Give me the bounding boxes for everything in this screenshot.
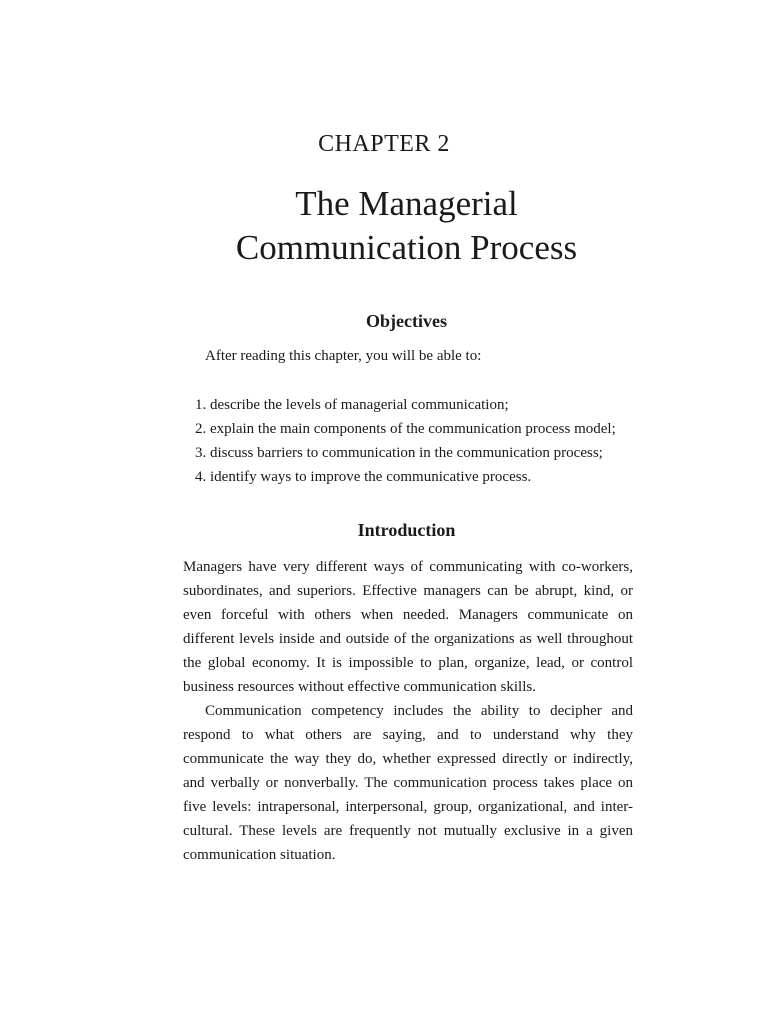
objective-item: 2. explain the main components of the communication process model; — [195, 421, 616, 437]
objective-item: 4. identify ways to improve the communicative process. — [195, 469, 532, 485]
objective-item: 3. discuss barriers to communication in the communication process; — [195, 445, 603, 461]
objective-item: 1. describe the levels of managerial communication; — [195, 397, 509, 413]
objectives-list — [195, 393, 616, 489]
objectives-heading: Objectives — [366, 311, 447, 331]
introduction-body — [183, 555, 633, 867]
objectives-lead-in: After reading this chapter, you will be able to: — [205, 348, 482, 364]
introduction-heading: Introduction — [357, 520, 456, 540]
introduction-paragraph-2: Communication competency includes the ability to decipher and respond to what others are saying, and to understand why they communicate the way they do, whether expressed directly or indirectly, and verbally or nonverbally. The communication process takes place on five levels: intrapersonal, interpersonal, group, organizational, and inter-cultural. These levels are frequently not mutually exclusive in a given communication situation. — [183, 703, 633, 863]
chapter-label: CHAPTER 2 — [318, 131, 450, 157]
chapter-title — [0, 182, 768, 270]
introduction-paragraph-1: Managers have very different ways of communicating with co-workers, subordinates, and superiors. Effective managers can be abrupt, kind, or even forceful with others when needed. Managers communicate on different levels inside and outside of the organizations as well throughout the global economy. It is impossible to plan, organize, lead, or control business resources without effective communication skills. — [183, 559, 633, 695]
chapter-title-line-2: Communication Process — [235, 228, 578, 267]
chapter-title-line-1: The Managerial — [295, 184, 518, 223]
